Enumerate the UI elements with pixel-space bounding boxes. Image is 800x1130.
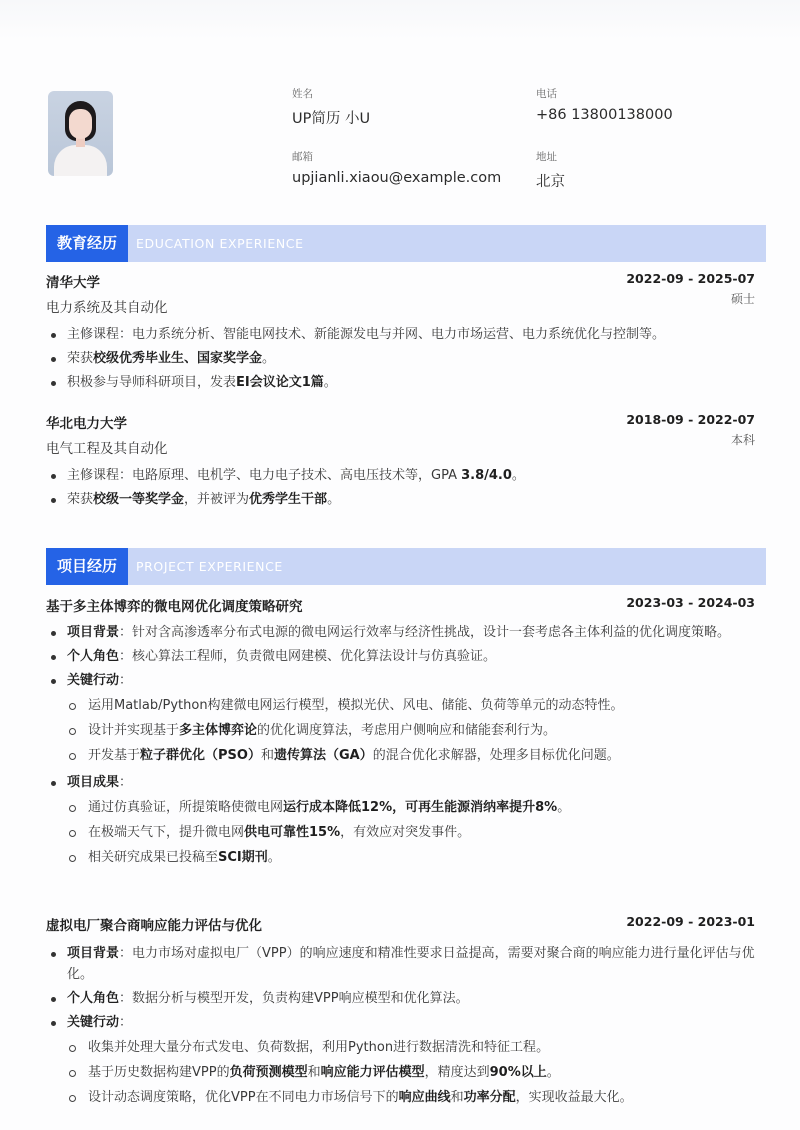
list-item: 运用Matlab/Python构建微电网运行模型，模拟光伏、风电、储能、负荷等单元的动态特性。 — [46, 695, 761, 716]
project-title-cn: 项目经历 — [46, 548, 128, 585]
email-field — [292, 149, 501, 186]
address-field — [536, 149, 565, 191]
major: 电气工程及其自动化 — [46, 441, 168, 457]
address-label: 地址 — [536, 151, 557, 163]
education-title-cn: 教育经历 — [46, 225, 128, 262]
name-label: 姓名 — [292, 88, 313, 100]
list-item: 荣获校级一等奖学金，并被评为优秀学生干部。 — [46, 489, 761, 510]
list-item: 设计并实现基于多主体博弈论的优化调度算法，考虑用户侧响应和储能套利行为。 — [46, 720, 761, 741]
education-title-en: EDUCATION EXPERIENCE — [136, 236, 304, 251]
phone-value: +86 13800138000 — [536, 107, 673, 123]
name-field — [292, 86, 370, 128]
project-title-en: PROJECT EXPERIENCE — [136, 559, 283, 574]
phone-label: 电话 — [536, 88, 557, 100]
major: 电力系统及其自动化 — [46, 300, 168, 316]
list-item: 主修课程：电力系统分析、智能电网技术、新能源发电与并网、电力市场运营、电力系统优化与控制等。 — [46, 324, 761, 345]
education-section-header — [46, 225, 766, 262]
list-item: 荣获校级优秀毕业生、国家奖学金。 — [46, 348, 761, 369]
list-item: 个人角色：数据分析与模型开发，负责构建VPP响应模型和优化算法。 — [46, 988, 761, 1009]
address-value: 北京 — [536, 174, 565, 190]
email-label: 邮箱 — [292, 151, 313, 163]
education-bullets — [46, 465, 761, 513]
list-item: 基于历史数据构建VPP的负荷预测模型和响应能力评估模型，精度达到90%以上。 — [46, 1062, 761, 1083]
project-date: 2022-09 - 2023-01 — [626, 914, 755, 929]
list-item: 设计动态调度策略，优化VPP在不同电力市场信号下的响应曲线和功率分配，实现收益最大化。 — [46, 1087, 761, 1108]
list-item: 收集并处理大量分布式发电、负荷数据，利用Python进行数据清洗和特征工程。 — [46, 1037, 761, 1058]
list-item: 项目成果： — [46, 772, 761, 793]
list-item: 项目背景：电力市场对虚拟电厂（VPP）的响应速度和精准性要求日益提高，需要对聚合商的响应能力进行量化评估与优化。 — [46, 943, 761, 985]
project-section-header — [46, 548, 766, 585]
list-item: 在极端天气下，提升微电网供电可靠性15%，有效应对突发事件。 — [46, 822, 761, 843]
list-item: 通过仿真验证，所提策略使微电网运行成本降低12%，可再生能源消纳率提升8%。 — [46, 797, 761, 818]
phone-field — [536, 86, 673, 123]
degree: 本科 — [730, 433, 755, 447]
list-item: 开发基于粒子群优化（PSO）和遗传算法（GA）的混合优化求解器，处理多目标优化问题。 — [46, 745, 761, 766]
school-name: 华北电力大学 — [46, 416, 127, 432]
project-date: 2023-03 - 2024-03 — [626, 595, 755, 610]
list-item: 积极参与导师科研项目，发表EI会议论文1篇。 — [46, 372, 761, 393]
list-item: 个人角色：核心算法工程师，负责微电网建模、优化算法设计与仿真验证。 — [46, 646, 761, 667]
school-name: 清华大学 — [46, 275, 100, 291]
list-item: 主修课程：电路原理、电机学、电力电子技术、高电压技术等，GPA 3.8/4.0。 — [46, 465, 761, 486]
project-bullets — [46, 943, 761, 1112]
degree: 硕士 — [730, 292, 755, 306]
education-date: 2022-09 - 2025-07 — [626, 271, 755, 286]
list-item: 项目背景：针对含高渗透率分布式电源的微电网运行效率与经济性挑战，设计一套考虑各主体利益的优化调度策略。 — [46, 622, 761, 643]
email-value: upjianli.xiaou@example.com — [292, 170, 502, 186]
project-name: 虚拟电厂聚合商响应能力评估与优化 — [46, 918, 262, 934]
name-value: UP简历 小U — [292, 111, 371, 127]
education-bullets — [46, 324, 761, 396]
resume-header — [0, 0, 800, 210]
list-item: 相关研究成果已投稿至SCI期刊。 — [46, 847, 761, 868]
list-item: 关键行动： — [46, 1012, 761, 1033]
project-bullets — [46, 622, 761, 872]
education-date: 2018-09 - 2022-07 — [626, 412, 755, 427]
profile-photo — [48, 91, 113, 176]
project-name: 基于多主体博弈的微电网优化调度策略研究 — [46, 599, 303, 615]
list-item: 关键行动： — [46, 670, 761, 691]
